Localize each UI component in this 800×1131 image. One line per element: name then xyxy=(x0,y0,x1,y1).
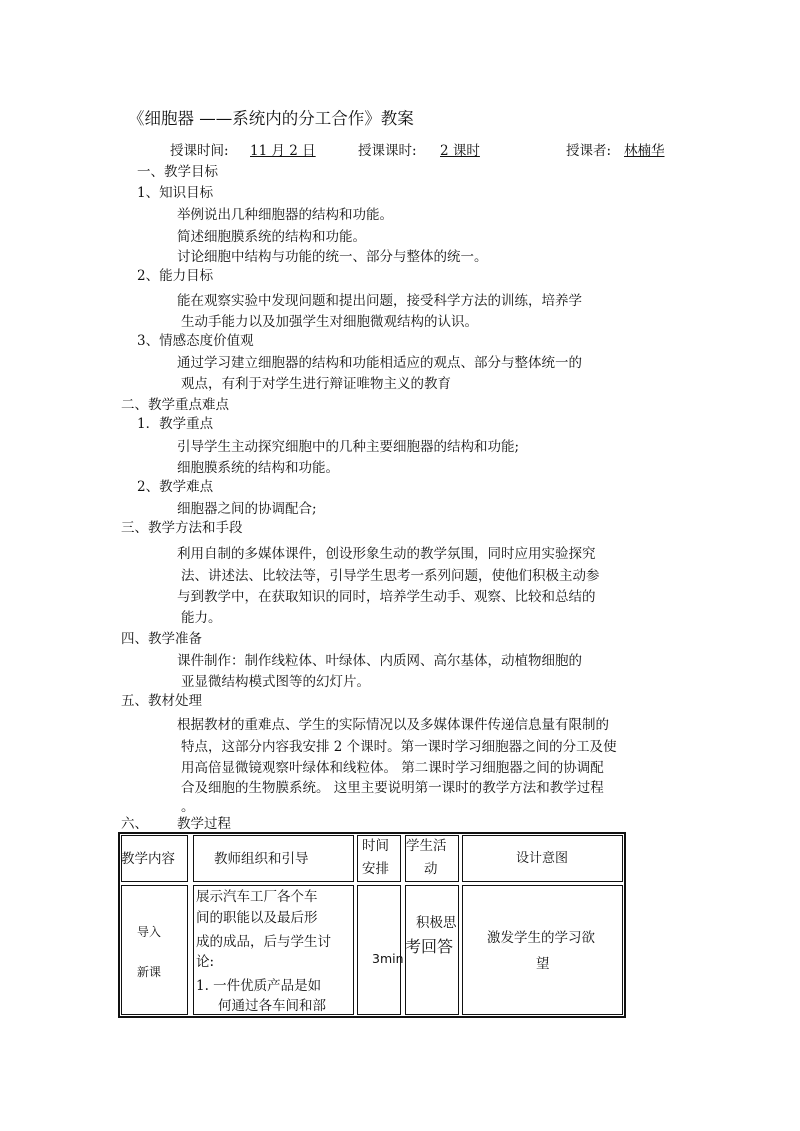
hours-value: 2 课时 xyxy=(440,143,480,159)
section-1-sub-2: 2、能力目标 xyxy=(137,268,214,284)
key-point-1: 引导学生主动探究细胞中的几种主要细胞器的结构和功能; xyxy=(177,439,520,455)
hours-label: 授课课时: xyxy=(358,143,417,159)
section-6-number: 六、 xyxy=(121,816,148,832)
material-line-4: 合及细胞的生物膜系统。 这里主要说明第一课时的教学方法和教学过程 xyxy=(181,780,604,796)
teacher-label: 授课者: xyxy=(566,143,612,159)
row-student-text-2: 考回答 xyxy=(405,937,454,956)
method-line-4: 能力。 xyxy=(181,610,222,626)
method-line-3: 与到教学中，在获取知识的同时，培养学生动手、观察、比较和总结的 xyxy=(177,589,596,605)
section-6-heading: 教学过程 xyxy=(177,816,231,832)
preparation-line-1: 课件制作：制作线粒体、叶绿体、内质网、高尔基体，动植物细胞的 xyxy=(177,653,582,669)
section-5-heading: 五、教材处理 xyxy=(121,693,202,709)
section-2-sub-1: 1．教学重点 xyxy=(137,416,214,432)
row-design-text-2: 望 xyxy=(536,956,550,972)
header-teacher-text: 教师组织和引导 xyxy=(214,851,309,867)
knowledge-goal-1: 举例说出几种细胞器的结构和功能。 xyxy=(177,207,393,223)
header-student-text-2: 动 xyxy=(424,861,438,877)
row-cell-design xyxy=(462,885,623,1015)
material-line-5: 。 xyxy=(181,799,195,815)
row-content-text-1: 导入 xyxy=(137,925,162,939)
header-student-text-1: 学生活 xyxy=(406,838,447,854)
row-cell-content xyxy=(121,885,188,1015)
teacher-value: 林楠华 xyxy=(624,143,665,159)
material-line-2: 特点，这部分内容我安排 2 个课时。第一课时学习细胞器之间的分工及使 xyxy=(181,739,617,755)
section-2-sub-2: 2、教学难点 xyxy=(137,479,214,495)
header-time-text-1: 时间 xyxy=(362,838,389,854)
header-design-text: 设计意图 xyxy=(516,851,569,866)
document-title: 《细胞器 ——系统内的分工合作》教案 xyxy=(128,109,414,128)
section-3-heading: 三、教学方法和手段 xyxy=(121,520,243,536)
material-line-3: 用高倍显微镜观察叶绿体和线粒体。 第二课时学习细胞器之间的协调配 xyxy=(181,760,604,776)
row-student-text-1: 积极思 xyxy=(416,915,457,931)
row-teacher-line-1: 展示汽车工厂各个车 xyxy=(196,889,318,905)
time-value: 11 月 2 日 xyxy=(250,143,316,159)
row-design-text-1: 激发学生的学习欲 xyxy=(487,930,595,946)
header-content-text: 教学内容 xyxy=(121,851,175,867)
row-teacher-line-6: 何通过各车间和部 xyxy=(218,998,326,1014)
row-time-text: 3min xyxy=(372,951,404,966)
row-teacher-line-2: 间的职能以及最后形 xyxy=(196,910,318,926)
emotion-goal-line-1: 通过学习建立细胞器的结构和功能相适应的观点、部分与整体统一的 xyxy=(177,355,582,371)
method-line-2: 法、讲述法、比较法等，引导学生思考一系列问题，使他们积极主动参 xyxy=(181,568,600,584)
emotion-goal-line-2: 观点，有利于对学生进行辩证唯物主义的教育 xyxy=(181,376,451,392)
material-line-1: 根据教材的重难点、学生的实际情况以及多媒体课件传递信息量有限制的 xyxy=(177,717,609,733)
section-1-heading: 一、教学目标 xyxy=(137,164,218,180)
key-point-2: 细胞膜系统的结构和功能。 xyxy=(177,460,339,476)
section-1-sub-1: 1、知识目标 xyxy=(137,185,214,201)
header-time-text-2: 安排 xyxy=(362,861,389,877)
preparation-line-2: 亚显微结构模式图等的幻灯片。 xyxy=(181,674,370,690)
ability-goal-line-2: 生动手能力以及加强学生对细胞微观结构的认识。 xyxy=(181,314,478,330)
row-teacher-line-5: 1. 一件优质产品是如 xyxy=(196,978,322,994)
section-2-heading: 二、教学重点难点 xyxy=(121,397,229,413)
knowledge-goal-3: 讨论细胞中结构与功能的统一、部分与整体的统一。 xyxy=(177,249,488,265)
row-teacher-line-3: 成的成品，后与学生讨 xyxy=(196,934,331,950)
section-4-heading: 四、教学准备 xyxy=(121,631,202,647)
difficult-point-1: 细胞器之间的协调配合; xyxy=(177,501,317,517)
method-line-1: 利用自制的多媒体课件，创设形象生动的教学氛围，同时应用实验探究 xyxy=(177,546,596,562)
ability-goal-line-1: 能在观察实验中发现问题和提出问题，接受科学方法的训练，培养学 xyxy=(177,293,582,309)
knowledge-goal-2: 简述细胞膜系统的结构和功能。 xyxy=(177,229,366,245)
time-label: 授课时间: xyxy=(170,143,229,159)
row-teacher-line-4: 论: xyxy=(196,954,215,970)
section-1-sub-3: 3、情感态度价值观 xyxy=(137,333,254,349)
row-content-text-2: 新课 xyxy=(137,965,162,979)
